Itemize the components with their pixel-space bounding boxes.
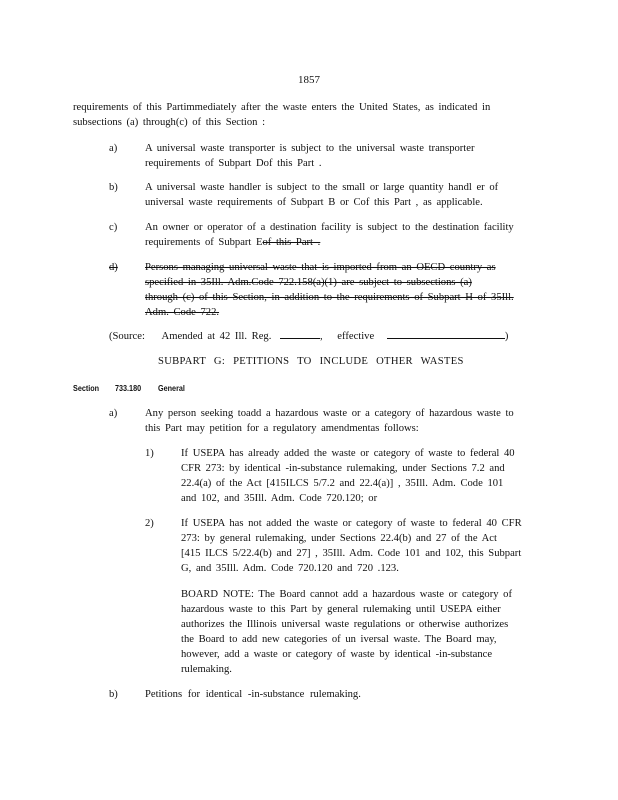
subsection-a-line-1: Any person seeking toadd a hazardous waste or a category of hazardous waste to [145, 408, 514, 419]
subsection-a-label: a) [109, 408, 118, 419]
source-text: Amended at 42 Ill. Reg. [161, 331, 272, 342]
subitem-2-label: 2) [145, 518, 154, 529]
effective-date-blank [387, 328, 505, 339]
item-a-line-1: A universal waste transporter is subject to the universal waste transporter [145, 143, 475, 154]
item-b-line-1: A universal waste handler is subject to the small or large quantity handl er of [145, 182, 499, 193]
item-c-line-2-plain: requirements of Subpart E [145, 237, 263, 248]
section-word: Section [73, 383, 100, 393]
source-label: (Source: [109, 331, 145, 342]
item-d-text [145, 260, 538, 320]
subitem-1-line-4: and 102, and 35Ill. Adm. Code 720.120; or [181, 493, 378, 504]
item-c-line-1: An owner or operator of a destination facility is subject to the destination facility [145, 222, 514, 233]
subsection-a-text [145, 406, 533, 436]
item-b-text [145, 180, 513, 210]
subitem-1-label: 1) [145, 448, 154, 459]
source-close: ) [504, 331, 509, 342]
item-b-line-2: universal waste requirements of Subpart B or Cof this Part , as applicable. [145, 197, 483, 208]
subsection-b-text: Petitions for identical -in-substance rulemaking. [145, 689, 361, 700]
subpart-heading: SUBPART G: PETITIONS TO INCLUDE OTHER WASTES [158, 356, 464, 367]
item-a-label: a) [109, 143, 118, 154]
subitem-2-line-2: 273: by general rulemaking, under Sections 22.4(b) and 27 of the Act [181, 533, 497, 544]
subitem-1-line-2: CFR 273: by identical -in-substance rulemaking, under Sections 7.2 and [181, 463, 505, 474]
subitem-2-line-1: If USEPA has not added the waste or category of waste to federal 40 CFR [181, 518, 522, 529]
item-c-line-2-struck: of this Part . [262, 237, 321, 248]
section-title: General [158, 383, 185, 393]
subsection-a-line-2: this Part may petition for a regulatory amendmentas follows: [145, 423, 419, 434]
source-line: (Source: Amended at 42 Ill. Reg. , effective ) [109, 328, 508, 344]
item-d-line-3: through (c) of this Section, in addition to the requirements of Subpart H of 35Ill. [145, 292, 514, 303]
item-d-label: d) [109, 262, 118, 273]
board-note-line-4: the Board to add new categories of un iversal waste. The Board may, [181, 634, 497, 645]
item-c-text [145, 220, 532, 250]
source-effective: effective [337, 331, 375, 342]
item-d-line-2: specified in 35Ill. Adm.Code 722.158(a)(1) are subject to subsections (a) [145, 277, 472, 288]
board-note-line-5: however, add a waste or category of waste by identical -in-substance [181, 649, 493, 660]
subitem-1-line-1: If USEPA has already added the waste or category of waste to federal 40 [181, 448, 515, 459]
item-b-label: b) [109, 182, 118, 193]
board-note-line-2: hazardous waste to this Part by general rulemaking until USEPA either [181, 604, 501, 615]
intro-paragraph [73, 100, 517, 130]
item-c-label: c) [109, 222, 118, 233]
board-note-line-3: authorizes the Illinois universal waste regulations or otherwise authorizes [181, 619, 509, 630]
board-note [181, 587, 535, 677]
item-c-line-2 [145, 235, 532, 250]
intro-line-1: requirements of this Partimmediately after the waste enters the United States, as indicated in [73, 102, 491, 113]
item-a-text [145, 141, 490, 171]
section-number: 733.180 [115, 383, 142, 393]
subitem-2-text [181, 516, 533, 576]
subitem-2-line-4: G, and 35Ill. Adm. Code 720.120 and 720 .123. [181, 563, 399, 574]
subitem-2-line-3: [415 ILCS 5/22.4(b) and 27] , 35Ill. Adm. Code 101 and 102, this Subpart [181, 548, 522, 559]
intro-line-2: subsections (a) through(c) of this Section : [73, 117, 266, 128]
subsection-b-label: b) [109, 689, 118, 700]
board-note-line-6: rulemaking. [181, 664, 232, 675]
item-d-line-1: Persons managing universal waste that is imported from an OECD country as [145, 262, 496, 273]
reg-blank [280, 328, 320, 339]
subitem-1-text [181, 446, 533, 506]
subitem-1-line-3: 22.4(a) of the Act [415ILCS 5/7.2 and 22.4(a)] , 35Ill. Adm. Code 101 [181, 478, 504, 489]
board-note-line-1: BOARD NOTE: The Board cannot add a hazardous waste or category of [181, 589, 512, 600]
item-a-line-2: requirements of Subpart Dof this Part . [145, 158, 322, 169]
item-d-line-4: Adm. Code 722. [145, 307, 220, 318]
page-number: 1857 [298, 74, 320, 86]
